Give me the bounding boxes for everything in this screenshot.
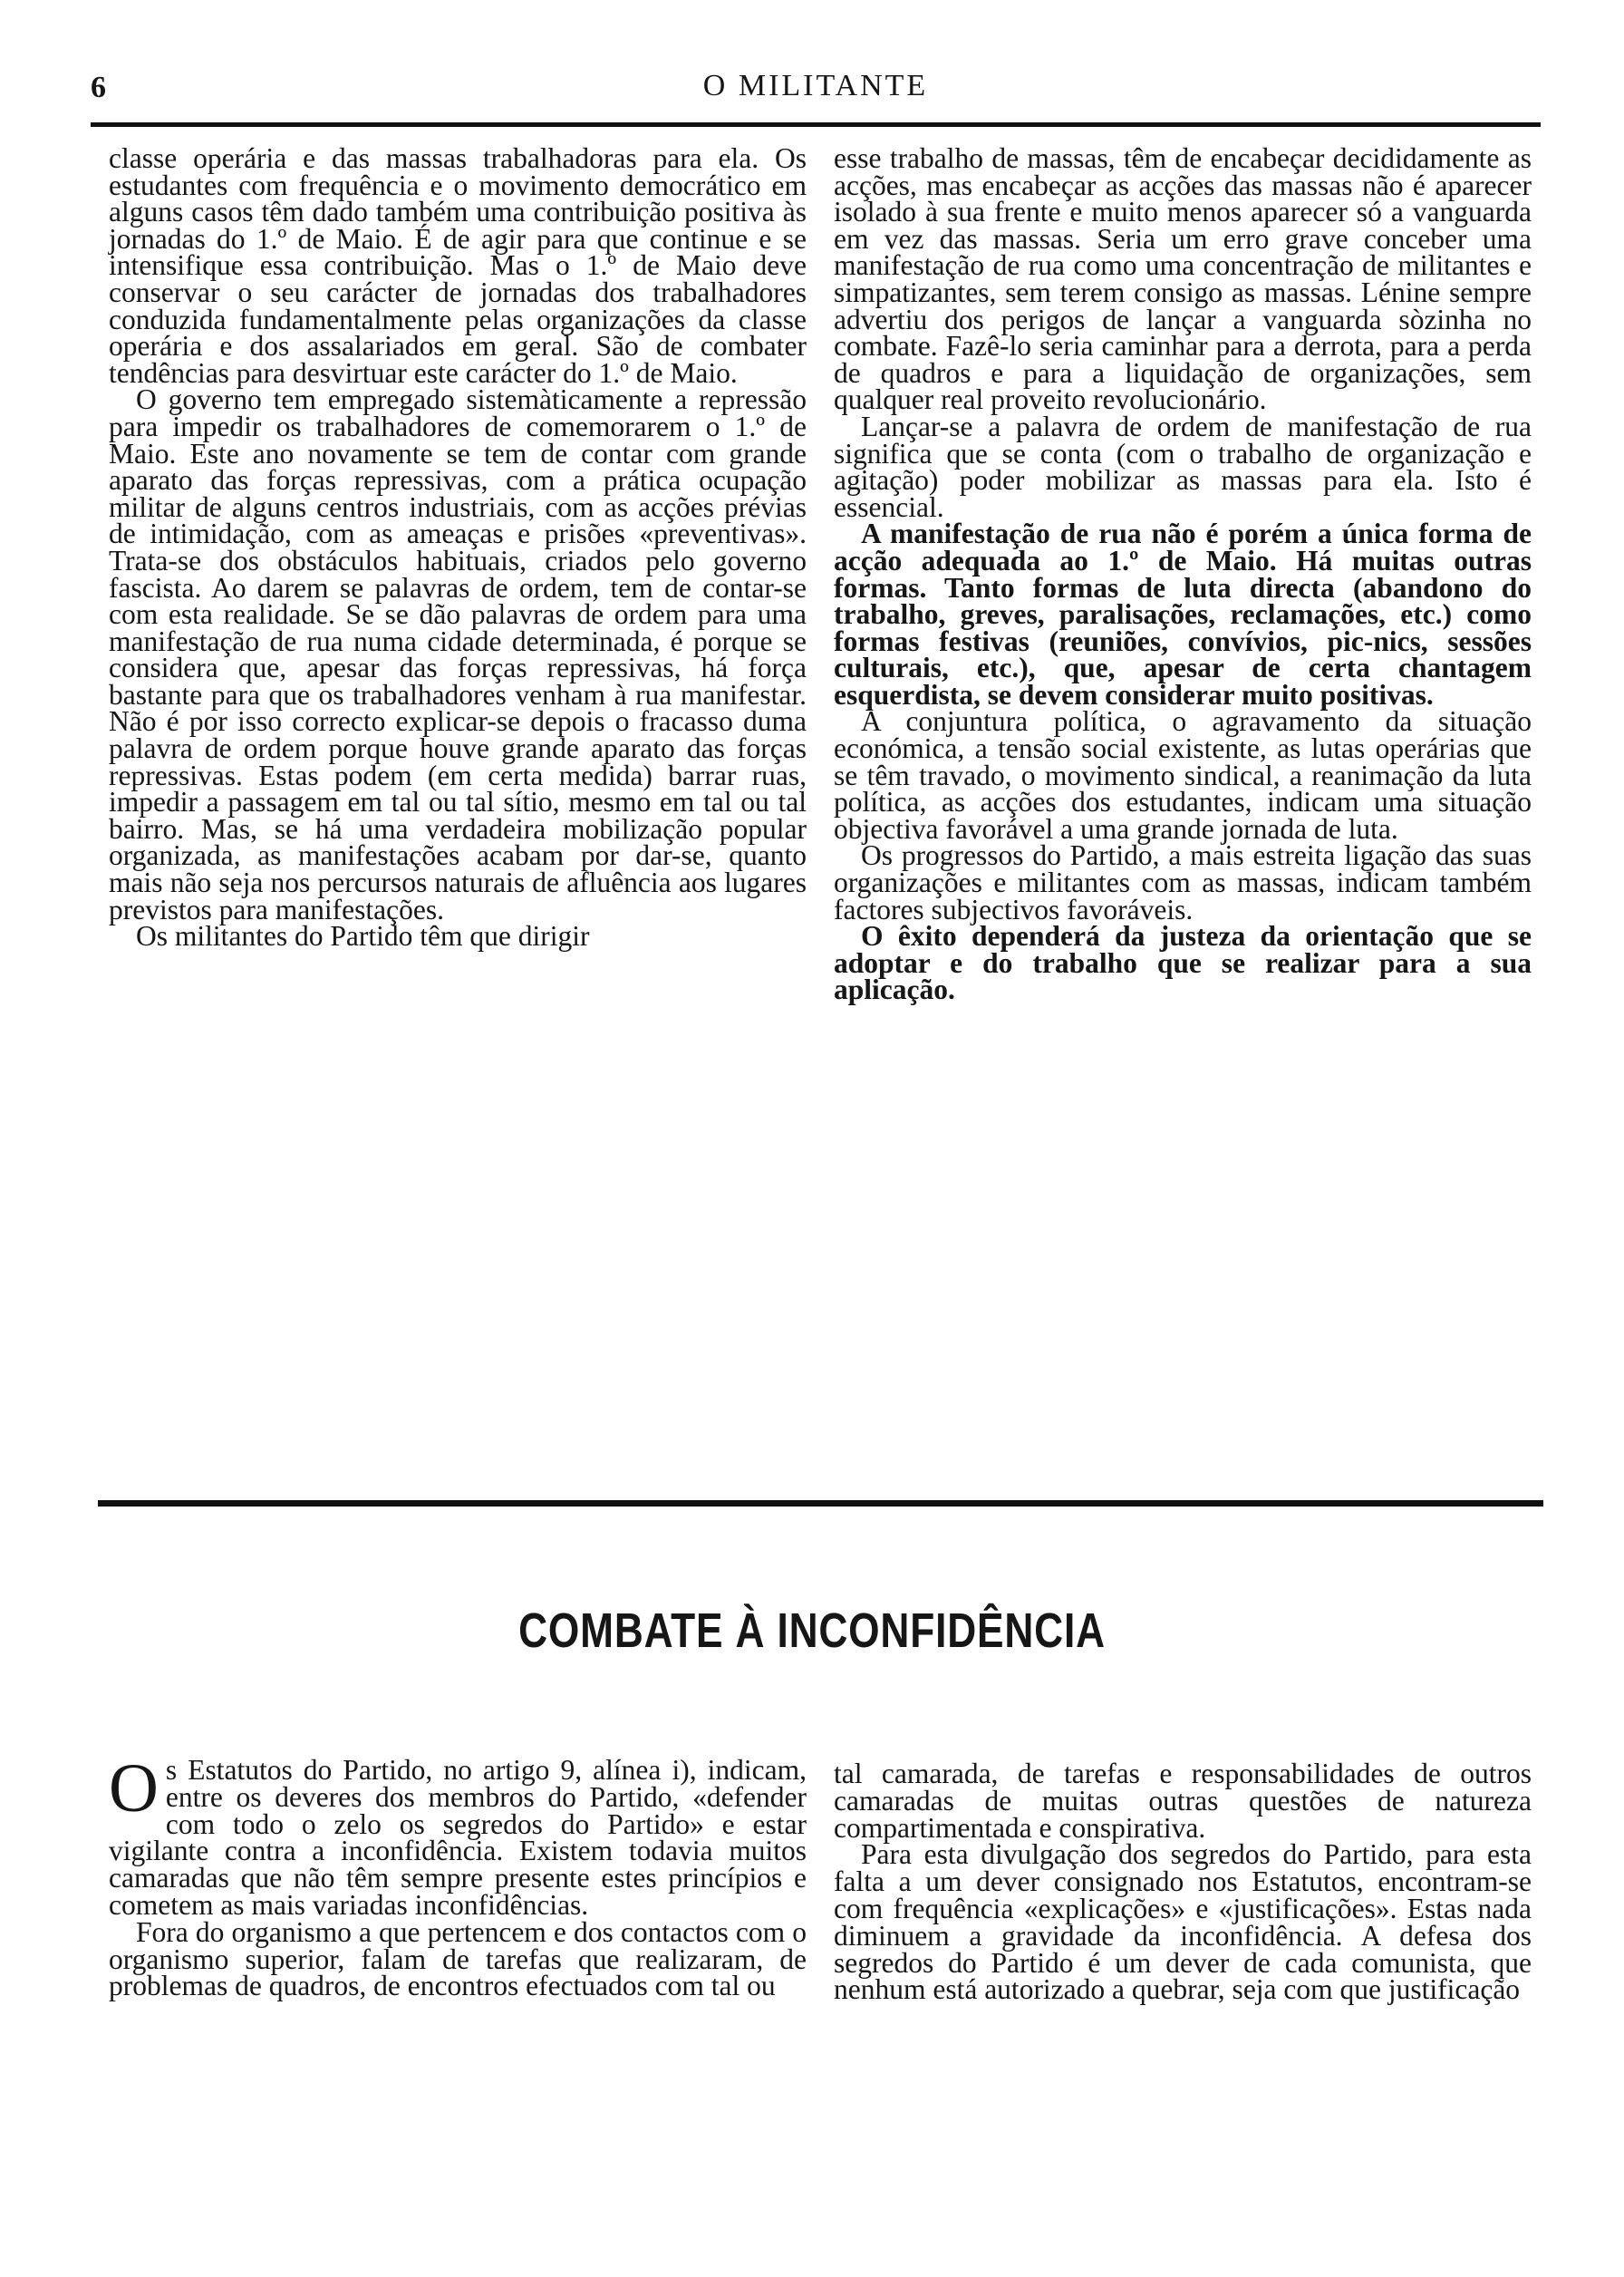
- paragraph: O êxito dependerá da justeza da orientação que se adoptar e do trabalho que se realizar para a sua aplicação.: [834, 920, 1532, 1006]
- paragraph: classe operária e das massas trabalhadoras para ela. Os estudantes com frequência e o movimento democrático em alguns casos têm dado também uma contribuição positiva às jornadas do 1.º de Maio. É de agir para que continue e se intensifique essa contribuição. Mas o 1.º de Maio deve conservar o seu carácter de jornadas dos trabalhadores conduzida fundamentalmente pelas organizações da classe operária e dos assalariados em geral. São de combater tendências para desvirtuar este carácter do 1.º de Maio.: [109, 142, 807, 389]
- paragraph: Os progressos do Partido, a mais estreita ligação das suas organizações e militantes com as massas, indicam também factores subjectivos favoráveis.: [834, 839, 1532, 925]
- article2-column-right: [834, 1758, 1532, 2006]
- page-number: 6: [91, 71, 106, 104]
- paragraph: Fora do organismo a que pertencem e dos contactos com o organismo superior, falam de tarefas que realizaram, de problemas de quadros, de encontros efectuados com tal ou: [109, 1915, 807, 2002]
- paragraph: esse trabalho de massas, têm de encabeçar decididamente as acções, mas encabeçar as acções das massas não é aparecer isolado à sua frente e muito menos aparecer só a vanguarda em vez das massas. Seria um erro grave conceber uma manifestação de rua como uma concentração de militantes e simpatizantes, sem terem consigo as massas. Lénine sempre advertiu dos perigos de lançar a vanguarda sòzinha no combate. Fazê-lo seria caminhar para a derrota, para a perda de quadros e para a liquidação de organizações, sem qualquer real proveito revolucionário.: [834, 142, 1532, 416]
- article-title: COMBATE À INCONFIDÊNCIA: [518, 1604, 1106, 1658]
- section-divider: [98, 1500, 1543, 1507]
- drop-cap: O: [109, 1750, 159, 1826]
- article1-column-right: [834, 142, 1532, 1006]
- paragraph: A conjuntura política, o agravamento da situação económica, a tensão social existente, as lutas operárias que se têm travado, o movimento sindical, a reanimação da luta política, as acções dos estudantes, indicam uma situação objectiva favorável a uma grande jornada de luta.: [834, 705, 1532, 845]
- paragraph: Para esta divulgação dos segredos do Partido, para esta falta a um dever consignado nos Estatutos, encontram-se com frequência «explicações» e «justificações». Estas nada diminuem a gravidade da inconfidência. A defesa dos segredos do Partido é um dever de cada comunista, que nenhum está autorizado a quebrar, seja com que justificação: [834, 1838, 1532, 2006]
- article2-column-left: [109, 1750, 807, 2002]
- paragraph: O governo tem empregado sistemàticamente a repressão para impedir os trabalhadores de comemorarem o 1.º de Maio. Este ano novamente se tem de contar com grande aparato das forças repressivas, com a prática ocupação militar de alguns centros industriais, com as acções prévias de intimidação, com as ameaças e prisões «preventivas». Trata-se dos obstáculos habituais, criados pelo governo fascista. Ao darem se palavras de ordem, tem de contar-se com esta realidade. Se se dão palavras de ordem para uma manifestação de rua numa cidade determinada, é porque se considera que, apesar das forças repressivas, há força bastante para que os trabalhadores venham à rua manifestar. Não é por isso correcto explicar-se depois o fracasso duma palavra de ordem porque houve grande aparato das forças repressivas. Estas podem (em certa medida) barrar ruas, impedir a passagem em tal ou tal sítio, mesmo em tal ou tal bairro. Mas, se há uma verdadeira mobilização popular organizada, as manifestações acabam por dar-se, quanto mais não seja nos percursos naturais de afluência aos lugares previstos para manifestações.: [109, 383, 807, 925]
- page-header: [91, 65, 1541, 111]
- paragraph: A manifestação de rua não é porém a única forma de acção adequada ao 1.º de Maio. Há muitas outras formas. Tanto formas de luta directa (abandono do trabalho, greves, paralisações, reclamações, etc.) como formas festivas (reuniões, convívios, pic-nics, sessões culturais, etc.), que, apesar de certa chantagem esquerdista, se devem considerar muito positivas.: [834, 518, 1532, 711]
- running-title: O MILITANTE: [702, 69, 929, 102]
- header-rule: [91, 122, 1541, 127]
- paragraph: tal camarada, de tarefas e responsabilidades de outros camaradas de muitas outras questões de natureza compartimentada e conspirativa.: [834, 1758, 1532, 1844]
- paragraph-text: s Estatutos do Partido, no artigo 9, alínea i), indicam, entre os deveres dos membros do Partido, «defender com todo o zelo os segredos do Partido» e estar vigilante contra a inconfidência. Existem todavia muitos camaradas que não têm sempre presente estes princípios e cometem as mais variadas inconfidências.: [109, 1754, 807, 1921]
- paragraph: Lançar-se a palavra de ordem de manifestação de rua significa que se conta (com o trabalho de organização e agitação) poder mobilizar as massas para ela. Isto é essencial.: [834, 410, 1532, 523]
- paragraph: Os militantes do Partido têm que dirigir: [136, 920, 590, 953]
- paragraph-first: [109, 1750, 807, 1921]
- article1-column-left: [109, 142, 807, 953]
